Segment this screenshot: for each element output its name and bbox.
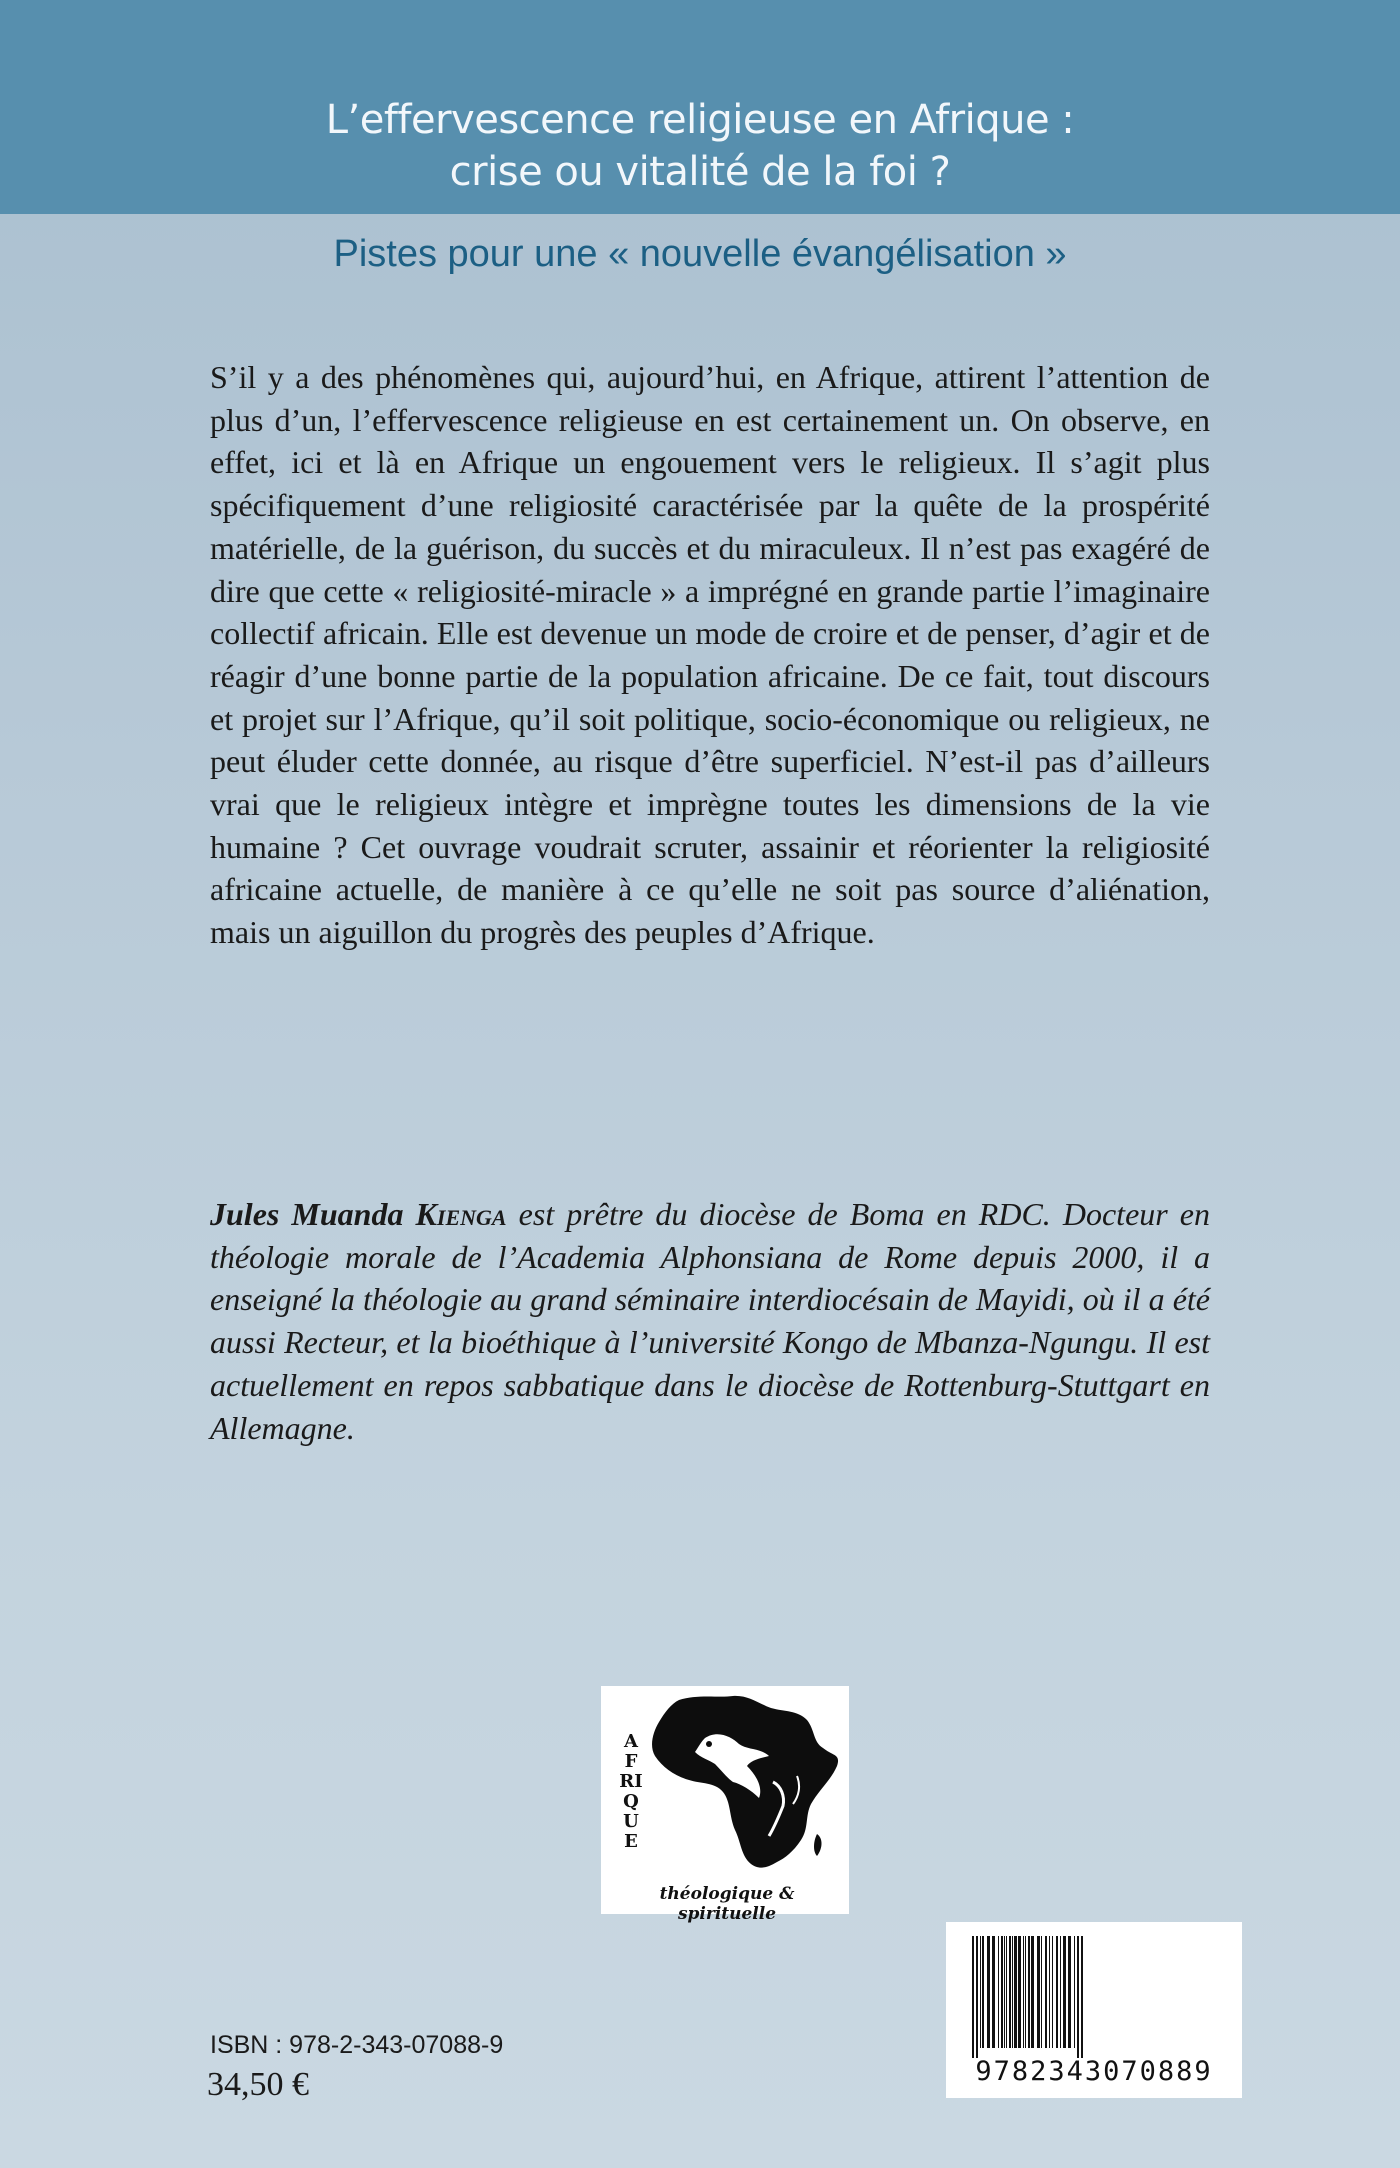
barcode-bar xyxy=(1025,1936,1026,2048)
price: 34,50 € xyxy=(207,2066,309,2103)
logo-vertical-text: AFRIQUE xyxy=(619,1731,643,1852)
author-first-names: Jules Muanda xyxy=(210,1196,404,1232)
barcode-bar xyxy=(1041,1936,1042,2048)
barcode-bar xyxy=(982,1936,984,2048)
barcode-bar xyxy=(1074,1936,1075,2048)
summary-paragraph: S’il y a des phénomènes qui, aujourd’hui, en Afrique, attirent l’attention de plus d’un, l’effervescence religieuse en est certainement un. On observe, en effet, ici et là en Afrique un engouement vers le religieux. Il s’agit plus spécifiquement d’une religiosité caractérisée par la quête de la prospérité matérielle, de la guérison, du succès et du miraculeux. Il n’est pas exagéré de dire que cette « religiosité-miracle » a imprégné en grande partie l’imaginaire collectif africain. Elle est devenue un mode de croire et de penser, d’agir et de réagir d’une bonne partie de la population africaine. De ce fait, tout discours et projet sur l’Afrique, qu’il soit politique, socio-économique ou religieux, ne peut éluder cette donnée, au risque d’être superficiel. N’est-il pas d’ailleurs vrai que le religieux intègre et imprègne toutes les dimensions de la vie humaine ? Cet ouvrage voudrait scruter, assainir et réorienter la religiosité africaine actuelle, de manière à ce qu’elle ne soit pas source d’aliénation, mais un aiguillon du progrès des peuples d’Afrique. xyxy=(210,359,1210,951)
barcode-guard-bar xyxy=(976,1936,978,2058)
barcode-bar xyxy=(1018,1936,1021,2048)
barcode-bar xyxy=(980,1936,981,2048)
author-surname: Kienga xyxy=(415,1196,507,1232)
title-line-1: L’effervescence religieuse en Afrique : xyxy=(325,97,1075,143)
book-subtitle: Pistes pour une « nouvelle évangélisation » xyxy=(333,233,1067,275)
isbn: ISBN : 978-2-343-07088-9 xyxy=(210,2031,504,2059)
barcode xyxy=(946,1922,1242,2098)
barcode-bar xyxy=(1028,1936,1030,2048)
title-line-2: crise ou vitalité de la foi ? xyxy=(449,149,951,195)
barcode-bar xyxy=(1014,1936,1017,2048)
barcode-bar xyxy=(1031,1936,1034,2048)
barcode-guard-bar xyxy=(1077,1936,1079,2058)
barcode-bar xyxy=(992,1936,995,2048)
barcode-bar xyxy=(1006,1936,1007,2048)
barcode-bar xyxy=(1063,1936,1066,2048)
barcode-bar xyxy=(998,1936,999,2048)
barcode-guard-bar xyxy=(1081,1936,1083,2058)
barcode-bar xyxy=(1060,1936,1061,2048)
logo-caption: théologique & spirituelle xyxy=(659,1884,795,1924)
barcode-bar xyxy=(1023,1936,1024,2048)
barcode-bar xyxy=(1012,1936,1013,2048)
barcode-bar xyxy=(1052,1936,1053,2048)
book-title xyxy=(0,94,1400,198)
author-bio-text: est prêtre du diocèse de Boma en RDC. Docteur en théologie morale de l’Academia Alphonsiana de Rome depuis 2000, il a enseigné la théologie au grand séminaire interdiocésain de Mayidi, où il a été aussi Recteur, et la bioéthique à l’université Kongo de Mbanza-Ngungu. Il est actuellement en repos sabbatique dans le diocèse de Rottenburg-Stuttgart en Allemagne. xyxy=(210,1196,1210,1446)
barcode-bar xyxy=(1037,1936,1040,2048)
barcode-bar xyxy=(1049,1936,1050,2048)
barcode-bar xyxy=(1001,1936,1003,2048)
barcode-bar xyxy=(1009,1936,1011,2048)
author-bio xyxy=(210,1193,1210,1449)
barcode-digits: 9782343070889 xyxy=(975,2056,1213,2087)
barcode-bar xyxy=(1056,1936,1058,2048)
barcode-bar xyxy=(1068,1936,1071,2048)
barcode-bar xyxy=(1004,1936,1005,2048)
barcode-bar xyxy=(987,1936,990,2048)
series-logo xyxy=(601,1686,849,1924)
barcode-bar xyxy=(1045,1936,1047,2048)
barcode-guard-bar xyxy=(972,1936,974,2058)
